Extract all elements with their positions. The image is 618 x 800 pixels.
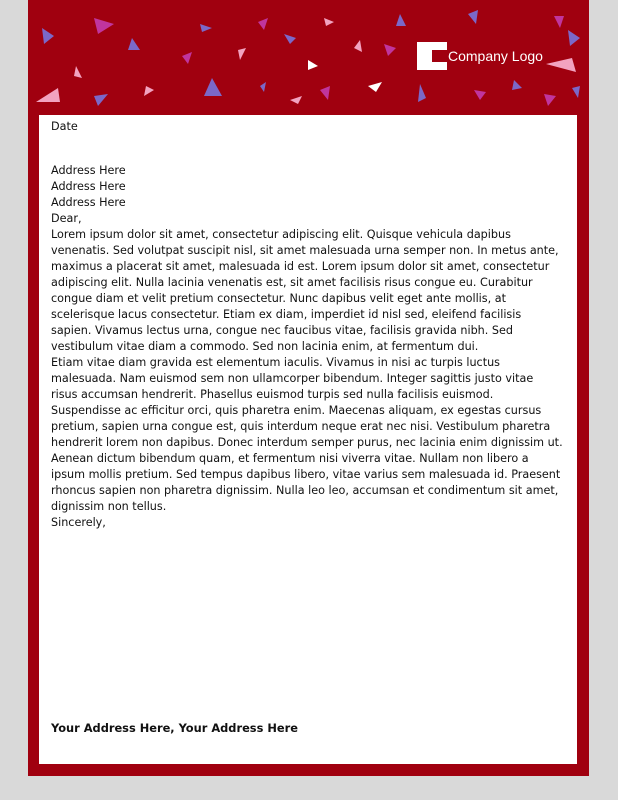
confetti-triangle	[36, 88, 60, 102]
confetti-triangle	[200, 24, 212, 32]
confetti-triangle	[324, 18, 334, 26]
confetti-triangle	[308, 60, 318, 70]
address-line: Address Here	[51, 196, 126, 209]
confetti-triangle	[572, 86, 580, 98]
letter-body	[39, 115, 577, 764]
confetti-triangle	[396, 14, 406, 26]
confetti-triangle	[144, 86, 154, 96]
logo-mark-icon	[417, 42, 447, 70]
confetti-triangle	[544, 94, 556, 106]
confetti-triangle	[468, 10, 478, 24]
confetti-triangle	[354, 40, 362, 52]
footer-address: Your Address Here, Your Address Here	[51, 721, 298, 735]
confetti-triangle	[554, 16, 564, 28]
body-paragraph: Lorem ipsum dolor sit amet, consectetur adipiscing elit. Quisque vehicula dapibus venenatis. Sed volutpat suscipit nisl, sit amet malesuada urna semper non. In metus ante, maximus a placerat sit amet, malesuada id est. Lorem ipsum dolor sit amet, consectetur adipiscing elit. Nulla lacinia venenatis est, sit amet facilisis risus congue eu. Curabitur congue diam et velit pretium consectetur. Nunc dapibus velit eget ante mollis, at scelerisque lacus consectetur. Etiam ex diam, imperdiet id nisl sed, eleifend facilisis sapien. Vivamus lectus urna, congue nec faucibus vitae, facilisis gravida nibh. Sed vestibulum vitae diam a commodo. Sed non lacinia enim, at fermentum dui.	[51, 228, 559, 353]
confetti-triangle	[568, 30, 580, 46]
recipient-address	[51, 163, 563, 211]
address-line: Address Here	[51, 180, 126, 193]
confetti-triangle	[128, 38, 140, 50]
letterhead-header	[28, 0, 589, 115]
confetti-triangle	[418, 84, 426, 102]
confetti-triangle	[368, 82, 382, 92]
confetti-triangle	[546, 58, 576, 72]
address-line: Address Here	[51, 164, 126, 177]
salutation: Dear,	[51, 212, 82, 225]
company-logo	[417, 42, 543, 70]
confetti-triangle	[258, 18, 268, 30]
confetti-triangle	[290, 96, 302, 104]
confetti-triangle	[320, 86, 330, 100]
confetti-triangle	[182, 52, 192, 64]
confetti-triangle	[260, 82, 266, 92]
confetti-triangle	[238, 48, 246, 60]
confetti-triangle	[474, 90, 486, 100]
letter-content	[51, 119, 563, 531]
confetti-triangle	[94, 18, 114, 34]
body-paragraph: Etiam vitae diam gravida est elementum iaculis. Vivamus in nisi ac turpis luctus malesuada. Nam euismod sem non ullamcorper bibendum. Integer sagittis justo vitae risus accumsan hendrerit. Phasellus euismod turpis sed nulla facilisis euismod. Suspendisse ac efficitur orci, quis pharetra enim. Maecenas aliquam, ex egestas cursus pretium, sapien urna congue est, quis interdum neque erat nec nisi. Vestibulum pharetra hendrerit lorem non dapibus. Donec interdum semper purus, nec lacinia enim dignissim ut. Aenean dictum bibendum quam, et fermentum nisi viverra vitae. Nullam non libero a ipsum mollis pretium. Sed tempus dapibus libero, vitae varius sem malesuada id. Praesent rhoncus sapien non pharetra dignissim. Nulla leo leo, accumsan et condimentum sit amet, dignissim non tellus.	[51, 356, 563, 513]
confetti-triangle	[512, 80, 522, 90]
closing: Sincerely,	[51, 516, 106, 529]
confetti-triangle	[42, 28, 54, 44]
letterhead-sheet	[28, 0, 589, 776]
confetti-triangle	[384, 44, 396, 56]
confetti-triangle	[284, 34, 296, 44]
confetti-triangle	[94, 94, 108, 106]
letter-date: Date	[51, 120, 78, 133]
logo-text: Company Logo	[448, 48, 543, 64]
confetti-triangle	[74, 66, 82, 78]
confetti-triangle	[204, 78, 222, 96]
